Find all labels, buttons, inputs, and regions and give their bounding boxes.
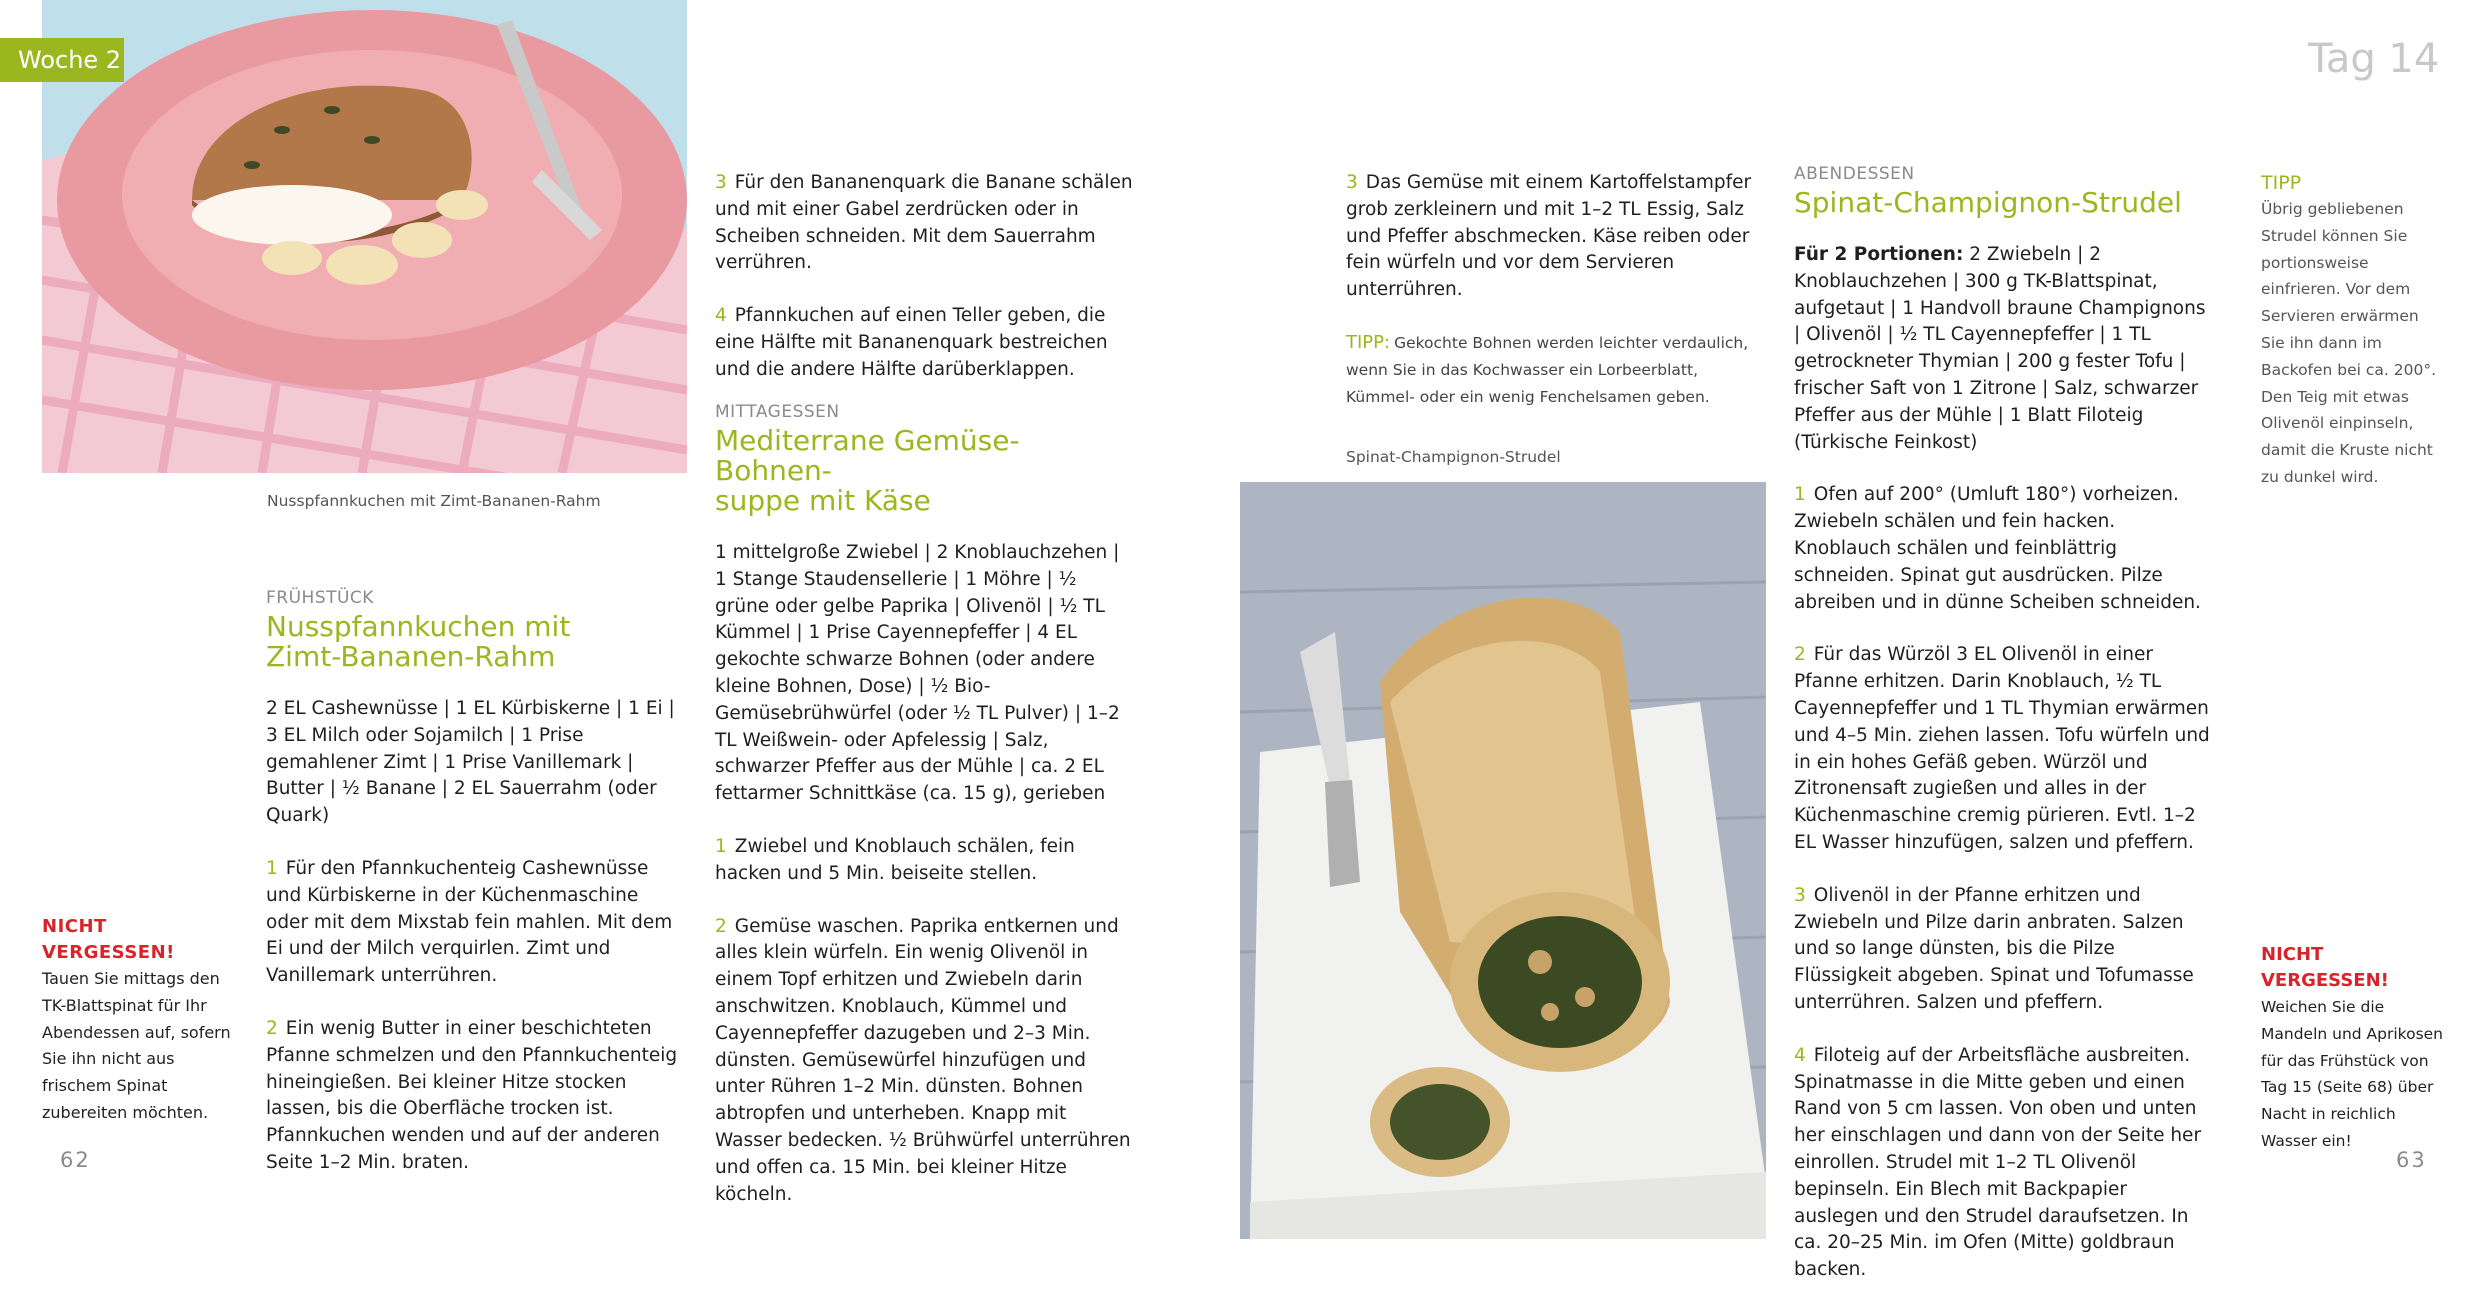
step-number: 1 [1794,484,1806,506]
reminder-box-left [42,914,232,1127]
ingredients-dinner [1794,242,2214,456]
step-text: Das Gemüse mit einem Kartoffelstampfer grob zerkleinern und mit 1–2 TL Essig, Salz und Pfeffer abschmecken. Käse reiben oder fein würfeln und vor dem Servieren unterrühren. [1346,172,1752,301]
week-badge-label: Woche 2 [18,46,122,74]
meal-label-breakfast: FRÜHSTÜCK [266,588,374,608]
recipe-title-breakfast [266,612,684,672]
step-number: 4 [1794,1044,1806,1066]
day-label: Tag 14 [2308,36,2440,82]
portions-label: Für 2 Portionen: [1794,244,1964,265]
step-text: Für den Bananenquark die Banane schälen und mit einer Gabel zerdrücken oder in Scheiben schneiden. Mit dem Sauerrahm verrühren. [715,172,1133,274]
step-number: 4 [715,305,727,327]
week-badge [0,38,124,82]
step-text: Olivenöl in der Pfanne erhitzen und Zwiebeln und Pilze darin anbraten. Salzen und so lange dünsten, bis die Pilze Flüssigkeit abgeben. Spinat und Tofumasse unterrühren. Salzen und pfeffern. [1794,884,2194,1013]
step-text: Gemüse waschen. Paprika entkernen und alles klein würfeln. Ein wenig Olivenöl in einem Topf erhitzen und Zwiebeln darin anschwitzen. Knoblauch, Kümmel und Cayennepfeffer dazugeben und 2–3 Min. dünsten. Gemüsewürfel hinzufügen und unter Rühren 1–2 Min. dünsten. Bohnen abtropfen und unterheben. Knapp mit Wasser bedecken. ½ Brühwürfel unterrühren und offen ca. 15 Min. bei kleiner Hitze köcheln. [715,915,1131,1205]
dinner-recipe [1794,164,2214,1310]
step-item [715,303,1135,383]
photo-caption-right: Spinat-Champignon-Strudel [1346,448,1561,466]
reminder-text: Weichen Sie die Mandeln und Aprikosen für das Frühstück von Tag 15 (Seite 68) über Nacht in reichlich Wasser ein! [2261,998,2444,1150]
lunch-recipe [715,402,1135,1234]
step-item [715,834,1135,888]
step-text: Ein wenig Butter in einer beschichteten Pfanne schmelzen und den Pfannkuchenteig hineingießen. Bei kleiner Hitze stocken lassen, bis die Oberfläche trocken ist. Pfannkuchen wenden und auf der anderen Seite 1–2 Min. braten. [266,1017,678,1173]
step-text: Zwiebel und Knoblauch schälen, fein hacken und 5 Min. beiseite stellen. [715,835,1075,884]
title-line: Nusspfannkuchen mit [266,610,571,643]
ingredients-text: 2 Zwiebeln | 2 Knoblauchzehen | 300 g TK-Blattspinat, aufgetaut | 1 Handvoll braune Champignons | Olivenöl | ½ TL Cayennepfeffer | 1 TL getrockneter Thymian | 200 g fester Tofu | frischer Saft von 1 Zitrone | Salz, schwarzer Pfeffer aus der Mühle | 1 Blatt Filoteig (Türkische Feinkost) [1794,244,2206,453]
meal-label-dinner: ABENDESSEN [1794,164,1915,184]
tip-inline [1346,330,1770,410]
step-item [1794,642,2214,856]
step-item [715,914,1135,1209]
page-number-left: 62 [60,1148,91,1172]
page-number-right: 63 [2396,1148,2427,1172]
reminder-text: Tauen Sie mittags den TK-Blattspinat für Ihr Abendessen auf, sofern Sie ihn nicht aus frischem Spinat zubereiten möchten. [42,969,231,1122]
step-text: Filoteig auf der Arbeitsfläche ausbreiten. Spinatmasse in die Mitte geben und einen Rand von 5 cm lassen. Von oben und unten her einschlagen und dann von der Seite her einrollen. Strudel mit 1–2 TL Olivenöl bepinseln. Ein Blech mit Backpapier auslegen und den Strudel daraufsetzen. In ca. 20–25 Min. im Ofen (Mitte) goldbraun backen. [1794,1044,2202,1281]
step-number: 3 [715,172,727,193]
breakfast-steps-continued [715,170,1135,410]
step-item [1794,1043,2214,1284]
step-item [1794,482,2214,616]
step-number: 3 [1346,172,1358,193]
reminder-box-right [2261,942,2447,1155]
step-item [1794,883,2214,1017]
title-line: Mediterrane Gemüse-Bohnen- [715,424,1020,487]
recipe-title-lunch [715,426,1135,516]
tip-inline-label: TIPP: [1346,331,1391,353]
step-text: Ofen auf 200° (Umluft 180°) vorheizen. Zwiebeln schälen und fein hacken. Knoblauch schälen und feinblättrig schneiden. Spinat gut ausdrücken. Pilze abreiben und in dünne Scheiben schneiden. [1794,484,2201,613]
photo-caption-left: Nusspfannkuchen mit Zimt-Bananen-Rahm [267,492,601,510]
tip-text: Übrig gebliebenen Strudel können Sie portionsweise einfrieren. Vor dem Servieren erwärmen Sie ihn dann im Backofen bei ca. 200°. Den Teig mit etwas Olivenöl einpinseln, damit die Kruste nicht zu dunkel wird. [2261,200,2437,486]
tip-inline-text: Gekochte Bohnen werden leichter verdaulich, wenn Sie in das Kochwasser ein Lorbeerblatt, Kümmel- oder ein wenig Fenchelsamen geben. [1346,333,1749,406]
lunch-continued [1346,170,1770,410]
tip-box [2261,170,2447,491]
step-text: Für das Würzöl 3 EL Olivenöl in einer Pfanne erhitzen. Darin Knoblauch, ½ TL Cayennepfeffer und 1 TL Thymian erwärmen und 4–5 Min. ziehen lassen. Tofu würfeln und in ein hohes Gefäß geben. Würzöl und Zitronensaft zugießen und alles in der Küchenmaschine cremig pürieren. Evtl. 1–2 EL Wasser hinzufügen, salzen und pfeffern. [1794,644,2210,853]
step-number: 2 [715,915,727,937]
recipe-title-dinner: Spinat-Champignon-Strudel [1794,186,2182,219]
step-number: 3 [1794,884,1806,906]
meal-label-lunch: MITTAGESSEN [715,402,840,422]
title-line: suppe mit Käse [715,484,931,517]
breakfast-recipe [266,588,684,1203]
ingredients-lunch: 1 mittelgroße Zwiebel | 2 Knoblauchzehen | 1 Stange Staudensellerie | 1 Möhre | ½ grüne oder gelbe Paprika | Olivenöl | ½ TL Kümmel | 1 Prise Cayennepfeffer | 4 EL gekochte schwarze Bohnen (oder andere kleine Bohnen, Dose) | ½ Bio-Gemüsebrühwürfel (oder ½ TL Pulver) | 1–2 TL Weißwein- oder Apfelessig | Salz, schwarzer Pfeffer aus der Mühle | ca. 2 EL fettarmer Schnittkäse (ca. 15 g), gerieben [715,542,1120,805]
ingredients-breakfast: 2 EL Cashewnüsse | 1 EL Kürbiskerne | 1 Ei | 3 EL Milch oder Sojamilch | 1 Prise gemahlener Zimt | 1 Prise Vanillemark | Butter | ½ Banane | 2 EL Sauerrahm (oder Quark) [266,698,675,827]
step-text: Für den Pfannkuchenteig Cashewnüsse und Kürbiskerne in der Küchenmaschine oder mit dem Mixstab fein mahlen. Mit dem Ei und der Milch verquirlen. Zimt und Vanillemark unterrühren. [266,857,673,987]
step-number: 2 [266,1017,278,1039]
strudel-photo [1240,482,1766,1239]
step-item [266,1016,684,1177]
reminder-title: NICHT VERGESSEN! [2261,944,2389,991]
step-number: 1 [266,857,278,879]
step-number: 1 [715,835,727,857]
title-line: Zimt-Bananen-Rahm [266,640,556,673]
tip-title: TIPP [2261,172,2302,194]
reminder-title: NICHT VERGESSEN! [42,916,175,963]
step-item [715,170,1135,277]
step-item [1346,170,1770,304]
pancake-photo [42,0,687,473]
step-item [266,856,684,990]
step-number: 2 [1794,644,1806,666]
step-text: Pfannkuchen auf einen Teller geben, die eine Hälfte mit Bananenquark bestreichen und die andere Hälfte darüberklappen. [715,305,1108,380]
